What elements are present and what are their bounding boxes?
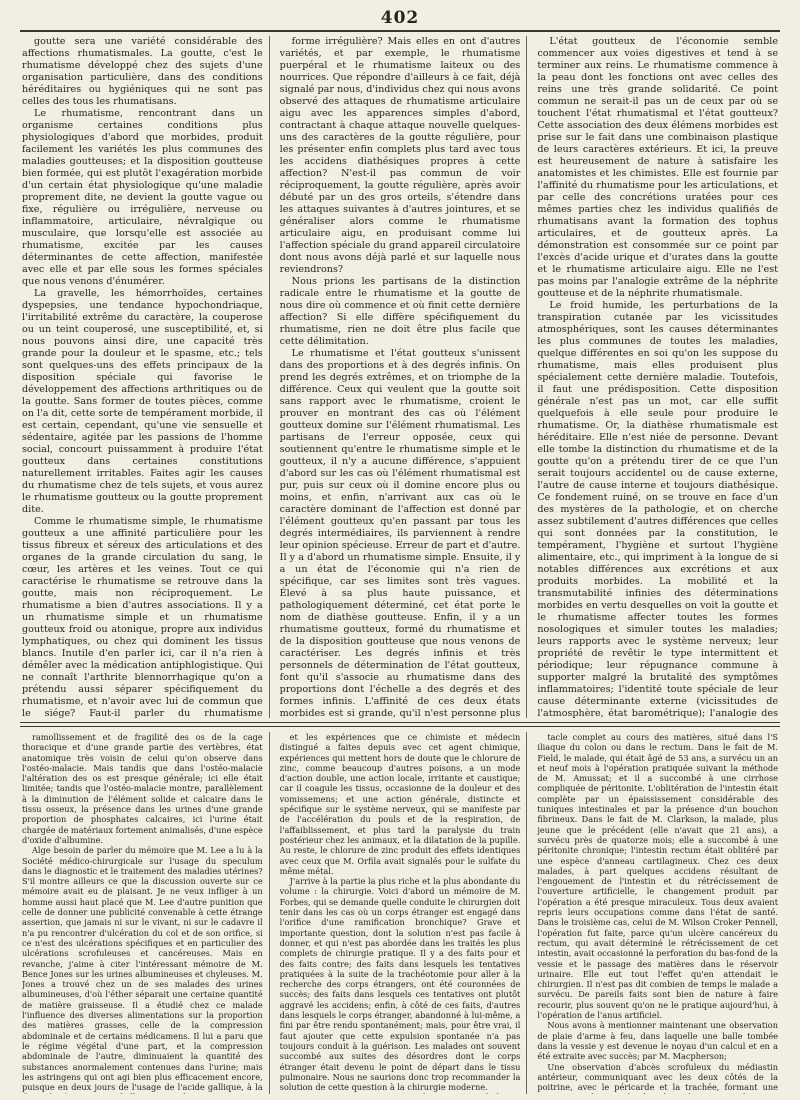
lower-column-1 [22, 732, 270, 1094]
upper-column-3 [537, 36, 778, 718]
top-rule [20, 30, 780, 32]
paragraph: goutte sera une variété considérable des affections rhumatismales. La goutte, c'est le rhumatisme développé chez des sujets d'une organisation particulière, dans des conditions héréditaires ou hygiéniques qui ne sont pas celles des tous les rhumatisans. [22, 36, 263, 107]
paragraph [280, 1092, 521, 1094]
lower-column-2 [280, 732, 528, 1094]
paragraph: Nous prions les partisans de la distinction radicale entre le rhumatisme et la goutte de nous dire où commence et où finit cette dernière affection? Si elle diffère spécifiquement du rhumatisme, rien ne doit être plus facile que cette délimitation. [279, 276, 521, 347]
paragraph: La gravelle, les hémorrhoïdes, certaines dyspepsies, une tendance hypochondriaque, l'irritabilité extrême du caractère, la couperose ou un teint couperosé, une susceptibilité, et, si nous pouvons ainsi dire, une capacité très grande pour la douleur et le spasme, etc.; tels sont quelques-uns des effets principaux de la disposition spéciale qui favorise le développement des affections arthritiques ou de la goutte. Sans former de toutes pièces, comme on l'a dit, cette sorte de tempérament morbide, il est certain, cependant, qu'une vie sensuelle et sédentaire, agitée par les passions de l'homme social, concourt puissamment à produire l'état goutteux dans certaines constitutions naturellement irritables. Faites agir les causes du rhumatisme chez de tels sujets, et vous aurez le rhumatisme goutteux ou la goutte proprement dite. [22, 288, 263, 515]
upper-column-1 [22, 36, 270, 718]
paragraph: tacle complet au cours des matières, situé dans l'S iliaque du colon ou dans le rectum. Dans le fait de M. Field, le malade, qui était âgé de 53 ans, a survécu un an et neuf mois à l'opération pratiquée suivant la méthode de M. Amussat; et il a succombé à une cirrhose compliquée de péritonite. L'oblitération de l'intestin était complète par un épaississement considérable des tuniques intestinales et par la présence d'un bouchon fibrineux. Dans le fait de M. Clarkson, la malade, plus jeune que le précédent (elle n'avait que 21 ans), a survécu près de quatorze mois; elle a succombé à une péritonite chronique; l'intestin rectum était oblitéré par une espèce d'anneau cartilagineux. Chez ces deux malades, à part quelques accidens résultant de l'engouement de l'intestin et du rétrécissement de l'ouverture artificielle, le changement produit par l'opération a été presque miraculeux. Tous deux avaient repris leurs occupations comme dans l'état de santé. Dans le troisième cas, celui de M. Wilson Croker Pennell, l'opération fut faite, parce qu'un ulcère cancéreux du rectum, qui avait déterminé le rétrécissement de cet intestin, avait occasionné la perforation du bas-fond de la vessie et le passage des matières dans le réservoir urinaire. Elle eut tout l'effet qu'en attendait le chirurgien. Il n'est pas dit combien de temps le malade a survécu. De pareils faits sont bien de nature à faire recourir, plus souvent qu'on ne le pratique aujourd'hui, à l'opération de l'anus artificiel. [537, 732, 778, 1021]
paragraph: Alge besoin de parler du mémoire que M. Lee a lu à la Société médico-chirurgicale sur l'usage du speculum dans le diagnostic et le traitement des maladies utérines? S'il montre ailleurs ce que la discussion ouverte sur ce mémoire avait eu de plaisant. Je ne veux infliger à un homme aussi haut placé que M. Lee d'autre punition que celle de donner une publicité convenable à cette étrange assertion, que jamais ni sur le vivant, ni sur le cadavre il n'a pu rencontrer d'ulcération du col et de son orifice, si ce n'est des ulcérations spécifiques et en particulier des ulcérations scrofuleuses et cancéreuses. Mais en revanche, j'aime à citer l'intéressant mémoire de M. Bence Jones sur les urines albumineuses et chyleuses. M. Jones a trouvé chez un de ses malades des urines albumineuses, d'où l'éther séparait une certaine quantité de matière graisseuse. Il a étudié chez ce malade l'influence des diverses alimentations sur la proportion des matières grasses, celle de la compression abdominale et de certains médicamens. Il lui a paru que le régime végétal d'une part, et la compression abdominale de l'autre, diminuaient la quantité des substances anormalement contenues dans l'urine; mais les astringens qui ont agi bien plus efficacement encore, puisque en deux jours de l'usage de l'acide gallique, à la [22, 845, 263, 1093]
paragraph: L'état goutteux de l'économie semble commencer aux voies digestives et tend à se terminer aux reins. Le rhumatisme commence à la peau dont les fonctions ont avec celles des reins une très grande solidarité. Ce point commun ne serait-il pas un de ceux par où se touchent l'état rhumatismal et l'état goutteux? Cette association des deux élémens morbides est prise sur le fait dans une combinaison plastique de leurs caractères extérieurs. Et ici, la preuve est heureusement de nature à satisfaire les anatomistes et les chimistes. Elle est fournie par l'affinité du rhumatisme pour les articulations, et par celle des concrétions uratées pour ces mêmes parties chez les individus qualifiés de rhumatisans avant la formation des tophus articulaires, et de goutteux après. La démonstration est consommée sur ce point par l'excès d'acide urique et d'urates dans la goutte et le rhumatisme articulaire aigu. Elle ne l'est pas moins par l'analogie extrême de la néphrite goutteuse et de la néphrite rhumatismale. [537, 36, 778, 299]
lower-column-3 [537, 732, 778, 1094]
paragraph: forme irrégulière? Mais elles en ont d'autres variétés, et par exemple, le rhumatisme puerpéral et le rhumatisme laiteux ou des nourrices. Que répondre d'ailleurs à ce fait, déjà signalé par nous, d'individus chez qui nous avons observé des attaques de rhumatisme articulaire aigu avec les apparences simples d'abord, contractant à chaque attaque nouvelle quelques-uns des caractères de la goutte régulière, pour les présenter enfin complets plus tard avec tous les accidens diathésiques propres à cette affection? N'est-il pas commun de voir réciproquement, la goutte régulière, après avoir débuté par un des gros orteils, s'étendre dans les attaques suivantes à d'autres jointures, et se généraliser alors comme le rhumatisme articulaire aigu, en produisant comme lui l'affection spéciale du grand appareil circulatoire dont nous avons déjà parlé et sur laquelle nous reviendrons? [279, 36, 521, 275]
paragraph: Nous avons à mentionner maintenant une observation de plaie d'arme à feu, dans laquelle une balle tombée dans la vessie y est devenue le noyau d'un calcul et en a été extraite avec succès; par M. Macpherson; [537, 1020, 778, 1062]
lower-feuilleton [22, 732, 778, 1094]
paragraph: et les expériences que ce chimiste et médecin distingué a faites depuis avec cet agent chimique, expériences qui mettent hors de doute que le chlorure de zinc, comme beaucoup d'autres poisons, a un mode d'action double, une action locale, irritante et caustique; car il coagule les tissus, occasionne de la douleur et des vomissemens; et une action générale, distincte et spécifique sur le système nerveux, qui se manifeste par de l'accélération du pouls et de la respiration, de l'affaiblissement, et plus tard la paralysie du train postérieur chez les animaux, et la dilatation de la pupille. Au reste, le chlorure de zinc produit des effets identiques avec ceux que M. Orfila avait signalés pour le sulfate du même métal. [279, 732, 521, 876]
paragraph: Le froid humide, les perturbations de la transpiration cutanée par les vicissitudes atmosphériques, sont les causes déterminantes les plus communes de toutes les maladies, quelque différentes en soi qu'on les suppose du rhumatisme, mais elles produisent plus spécialement cette dernière maladie. Toutefois, il faut une prédisposition. Cette disposition générale n'est pas un mot, car elle suffit quelquefois à elle seule pour produire le rhumatisme. Or, la diathèse rhumatismale est héréditaire. Elle n'est niée de personne. Devant elle tombe la distinction du rhumatisme et de la goutte qu'on a prétendu tirer de ce que l'un serait toujours accidentel ou de cause externe, l'autre de cause interne et toujours diathésique. Ce fondement ruiné, on se trouve en face d'un des mystères de la pathologie, et on cherche assez subtilement d'autres différences que celles qui sont données par la constitution, le tempérament, l'hygiène et surtout l'hygiène alimentaire, etc., qui impriment à la longue de si notables différences aux excrétions et aux produits morbides. La mobilité et la transmutabilité infinies des déterminations morbides en vertu desquelles on voit la goutte et le rhumatisme affecter toutes les formes nosologiques et simuler toutes les maladies; leurs rapports avec le système nerveux; leur propriété de revêtir le type intermittent et périodique; leur répugnance commune à supporter malgré la brutalité des symptômes inflammatoires; l'identité toute spéciale de leur cause déterminante externe (vicissitudes de l'atmosphère, état barométrique); l'analogie des [537, 300, 778, 718]
page-number: 402 [380, 8, 420, 28]
paragraph: J'arrive à la partie la plus riche et la plus abondante du volume : la chirurgie. Voici d'abord un mémoire de M. Forbes, qui se demande quelle conduite le chirurgien doit tenir dans les cas où un corps étranger est engagé dans l'orifice d'une ramification bronchique? Grave et importante question, dont la solution n'est pas facile à donner, et qui n'est pas abordée dans les traités les plus complets de chirurgie pratique. Il y a des faits pour et des faits contre; des faits dans lesquels les tentatives pratiquées à la suite de la trachéotomie pour aller à la recherche des corps étrangers, ont été couronnées de succès; des faits dans lesquels ces tentatives ont plutôt aggravé les accidens; enfin, à côté de ces faits, d'autres dans lesquels le corps étranger, abandonné à lui-même, a fini par être rendu spontanément; mais, pour être vrai, il faut ajouter que cette expulsion spontanée n'a pas toujours conduit à la guérison. Les malades ont souvent succombé aux suites des désordres dont le corps étranger était devenu le point de départ dans le tissu pulmonaire. Nous ne saurions donc trop recommander la solution de cette question à la chirurgie moderne. [279, 876, 521, 1093]
paragraph: Comme le rhumatisme simple, le rhumatisme goutteux a une affinité particulière pour les tissus fibreux et séreux des articulations et des organes de la grande circulation du sang, le cœur, les artères et les veines. Tout ce qui caractérise le rhumatisme se retrouve dans la goutte, mais non réciproquement. Le rhumatisme a bien d'autres associations. Il y a un rhumatisme simple et un rhumatisme goutteux froid ou atonique, propre aux individus lymphatiques, ou chez qui dominent les tissus blancs. Inutile d'en parler ici, car il n'a rien à démêler avec la médication antiphlogistique. Qui ne connaît l'arthrite blennorrhagique qu'on a prétendu aussi séparer spécifiquement du rhumatisme, et n'avoir avec lui de commun que le siége? Faut-il parler du rhumatisme [22, 516, 263, 718]
section-divider [20, 722, 780, 727]
paragraph: Le rhumatisme, rencontrant dans un organisme certaines conditions plus physiologiques d'abord que morbides, produit facilement les variétés les plus communes des maladies goutteuses; et la disposition goutteuse bien formée, qui est plutôt l'exagération morbide d'un certain état physiologique qu'une maladie proprement dite, ne devient la goutte vague ou fixe, régulière ou irrégulière, nerveuse ou inflammatoire, articulaire, névralgique ou musculaire, que lorsqu'elle est associée au rhumatisme, excitée par les causes déterminantes de cette affection, manifestée avec elle et par elle sous les formes spéciales que nous venons d'énumérer. [22, 108, 263, 287]
upper-column-2 [280, 36, 528, 718]
paragraph: ramollissement et de fragilité des os de la cage thoracique et d'une grande partie des vertèbres, état anatomique très voisin de celui qu'on observe dans l'ostéo-malacie. Mais tandis que dans l'ostéo-malacie l'altération des os est presque générale; ici elle était limitée; tandis que l'ostéo-malacie montre, parallèlement à la diminution de l'élément solide et calcaire dans le tissu osseux, la présence dans les urines d'une grande proportion de phosphates calcaires, ici l'urine était chargée de matériaux fortement animalisés, d'une espèce d'oxide d'albumine. [22, 732, 263, 845]
paragraph: Une observation d'abcès scrofuleux du médiastin antérieur, communiquant avec les deux côtés de la poitrine, avec le péricarde et la trachée, formant une [537, 1061, 778, 1093]
upper-article [22, 36, 778, 718]
paragraph: Le rhumatisme et l'état goutteux s'unissent dans des proportions et à des degrés infinis. On prend les degrés extrêmes, et on triomphe de la différence. Ceux qui veulent que la goutte soit sans rapport avec le rhumatisme, croient le prouver en montrant des cas où l'élément goutteux domine sur l'élément rhumatismal. Les partisans de l'erreur opposée, ceux qui soutiennent qu'entre le rhumatisme simple et le goutteux, il n'y a aucune différence, s'appuient d'abord sur les cas où l'élément rhumatismal est pur, puis sur ceux où il domine encore plus ou moins, et enfin, n'arrivant aux cas où le caractère dominant de l'affection est donné par l'élément goutteux qu'en passant par tous les degrés intermédiaires, ils parviennent à rendre leur opinion spécieuse. Erreur de part et d'autre. Il y a d'abord un rhumatisme simple. Ensuite, il y a un état de l'économie qui n'a rien de spécifique, car ses limites sont très vagues. Élevé à sa plus haute puissance, et pathologiquement déterminé, cet état porte le nom de diathèse goutteuse. Enfin, il y a un rhumatisme goutteux, formé du rhumatisme et de la disposition goutteuse que nous venons de caractériser. Les degrés infinis et très personnels de détermination de l'état goutteux, font qu'il s'associe au rhumatisme dans des proportions dont l'échelle a des degrés et des formes infinis. L'affinité de ces deux états morbides est si grande, qu'il n'est personne plus [279, 348, 521, 718]
